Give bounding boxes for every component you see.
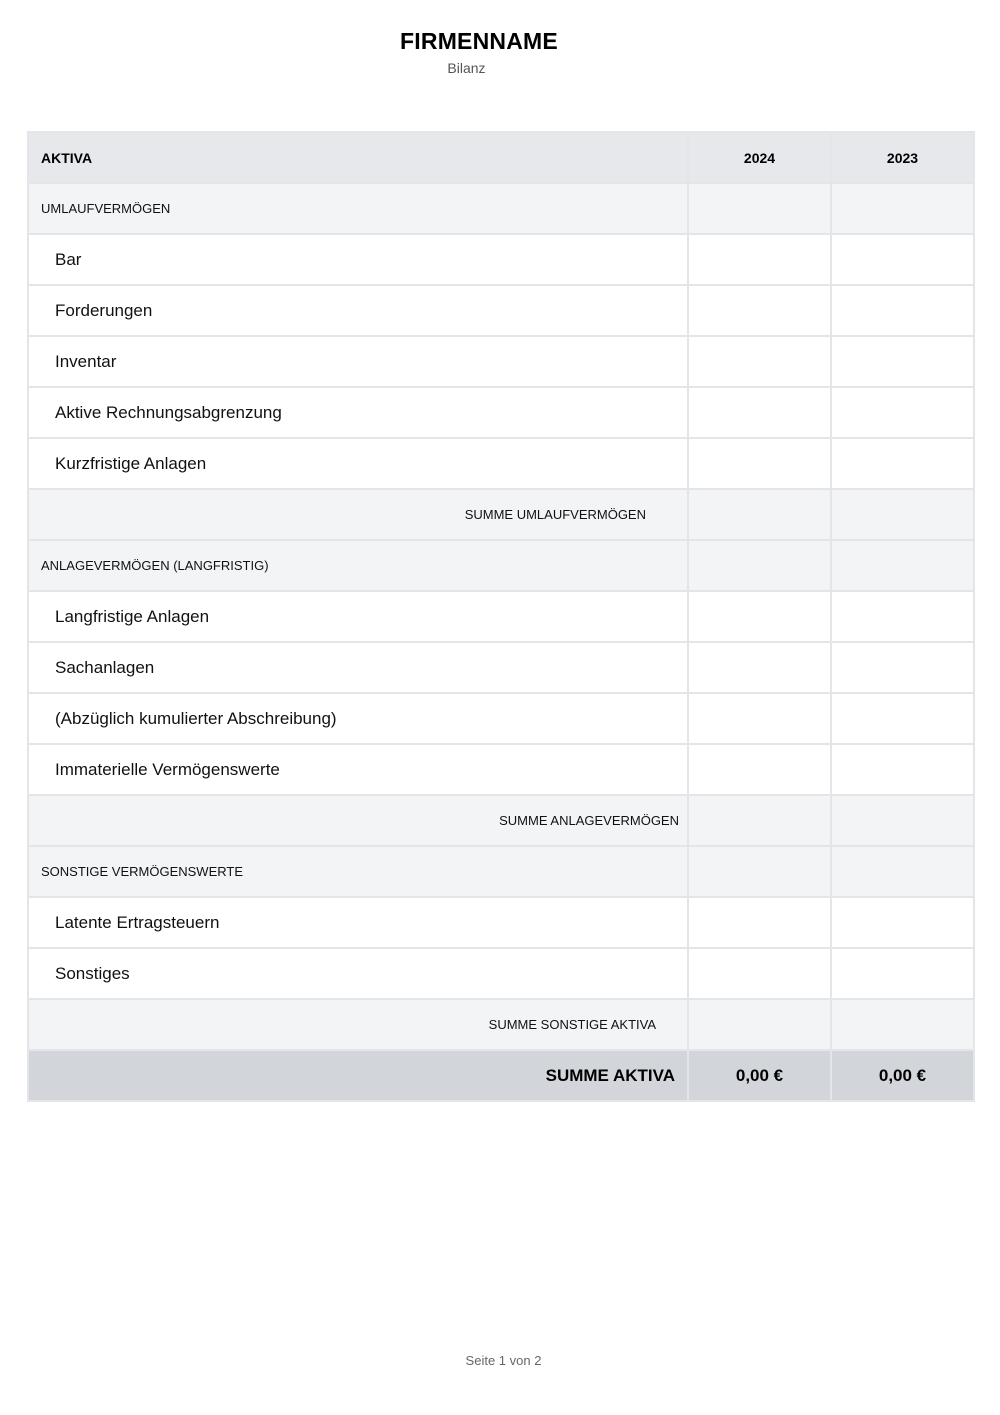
value-cell-2023[interactable] bbox=[831, 438, 974, 489]
subtotal-label: SUMME UMLAUFVERMÖGEN bbox=[28, 489, 688, 540]
section-title: SONSTIGE VERMÖGENSWERTE bbox=[28, 846, 688, 897]
year-2024-header: 2024 bbox=[688, 132, 831, 183]
subtotal-row-umlaufvermoegen bbox=[28, 489, 974, 540]
value-cell-2024[interactable] bbox=[688, 591, 831, 642]
value-cell-2024[interactable] bbox=[688, 285, 831, 336]
table-row bbox=[28, 642, 974, 693]
value-cell-2023[interactable] bbox=[831, 234, 974, 285]
table-header-row bbox=[28, 132, 974, 183]
subtotal-label: SUMME SONSTIGE AKTIVA bbox=[28, 999, 688, 1050]
value-cell-2024[interactable] bbox=[688, 642, 831, 693]
item-label: Langfristige Anlagen bbox=[28, 591, 688, 642]
value-cell-2024[interactable] bbox=[688, 183, 831, 234]
section-title: UMLAUFVERMÖGEN bbox=[28, 183, 688, 234]
item-label: Latente Ertragsteuern bbox=[28, 897, 688, 948]
table-row bbox=[28, 693, 974, 744]
value-cell-2023[interactable] bbox=[831, 591, 974, 642]
total-label: SUMME AKTIVA bbox=[28, 1050, 688, 1101]
subtotal-row-anlagevermoegen bbox=[28, 795, 974, 846]
table-row bbox=[28, 336, 974, 387]
item-label: Immaterielle Vermögenswerte bbox=[28, 744, 688, 795]
balance-sheet-table bbox=[27, 131, 975, 1102]
value-cell-2024[interactable] bbox=[688, 234, 831, 285]
table-row bbox=[28, 591, 974, 642]
aktiva-heading: AKTIVA bbox=[28, 132, 688, 183]
value-cell-2023[interactable] bbox=[831, 540, 974, 591]
table-row bbox=[28, 285, 974, 336]
value-cell-2023[interactable] bbox=[831, 336, 974, 387]
company-name: FIRMENNAME bbox=[400, 28, 558, 54]
value-cell-2023[interactable] bbox=[831, 948, 974, 999]
item-label: Inventar bbox=[28, 336, 688, 387]
subtotal-cell-2023 bbox=[831, 795, 974, 846]
subtotal-label: SUMME ANLAGEVERMÖGEN bbox=[28, 795, 688, 846]
item-label: Forderungen bbox=[28, 285, 688, 336]
value-cell-2024[interactable] bbox=[688, 897, 831, 948]
value-cell-2024[interactable] bbox=[688, 387, 831, 438]
item-label: (Abzüglich kumulierter Abschreibung) bbox=[28, 693, 688, 744]
table-row bbox=[28, 897, 974, 948]
value-cell-2024[interactable] bbox=[688, 693, 831, 744]
value-cell-2023[interactable] bbox=[831, 183, 974, 234]
subtotal-cell-2024 bbox=[688, 795, 831, 846]
value-cell-2023[interactable] bbox=[831, 387, 974, 438]
table-row bbox=[28, 438, 974, 489]
section-title: ANLAGEVERMÖGEN (LANGFRISTIG) bbox=[28, 540, 688, 591]
value-cell-2024[interactable] bbox=[688, 948, 831, 999]
item-label: Kurzfristige Anlagen bbox=[28, 438, 688, 489]
item-label: Aktive Rechnungsabgrenzung bbox=[28, 387, 688, 438]
value-cell-2024[interactable] bbox=[688, 438, 831, 489]
item-label: Sonstiges bbox=[28, 948, 688, 999]
value-cell-2023[interactable] bbox=[831, 642, 974, 693]
value-cell-2023[interactable] bbox=[831, 846, 974, 897]
total-row bbox=[28, 1050, 974, 1101]
subtotal-cell-2023 bbox=[831, 489, 974, 540]
total-value-2024: 0,00 € bbox=[688, 1050, 831, 1101]
value-cell-2023[interactable] bbox=[831, 693, 974, 744]
year-2023-header: 2023 bbox=[831, 132, 974, 183]
table-row bbox=[28, 234, 974, 285]
section-row-anlagevermoegen bbox=[28, 540, 974, 591]
value-cell-2024[interactable] bbox=[688, 744, 831, 795]
value-cell-2024[interactable] bbox=[688, 846, 831, 897]
section-row-umlaufvermoegen bbox=[28, 183, 974, 234]
table-row bbox=[28, 744, 974, 795]
table-row bbox=[28, 387, 974, 438]
subtotal-row-sonstige bbox=[28, 999, 974, 1050]
page-number: Seite 1 von 2 bbox=[465, 1353, 542, 1368]
section-row-sonstige bbox=[28, 846, 974, 897]
subtotal-cell-2024 bbox=[688, 999, 831, 1050]
subtotal-cell-2024 bbox=[688, 489, 831, 540]
total-value-2023: 0,00 € bbox=[831, 1050, 974, 1101]
value-cell-2024[interactable] bbox=[688, 540, 831, 591]
value-cell-2023[interactable] bbox=[831, 744, 974, 795]
value-cell-2023[interactable] bbox=[831, 285, 974, 336]
document-subtitle: Bilanz bbox=[447, 60, 486, 76]
subtotal-cell-2023 bbox=[831, 999, 974, 1050]
value-cell-2024[interactable] bbox=[688, 336, 831, 387]
item-label: Sachanlagen bbox=[28, 642, 688, 693]
value-cell-2023[interactable] bbox=[831, 897, 974, 948]
table-row bbox=[28, 948, 974, 999]
item-label: Bar bbox=[28, 234, 688, 285]
